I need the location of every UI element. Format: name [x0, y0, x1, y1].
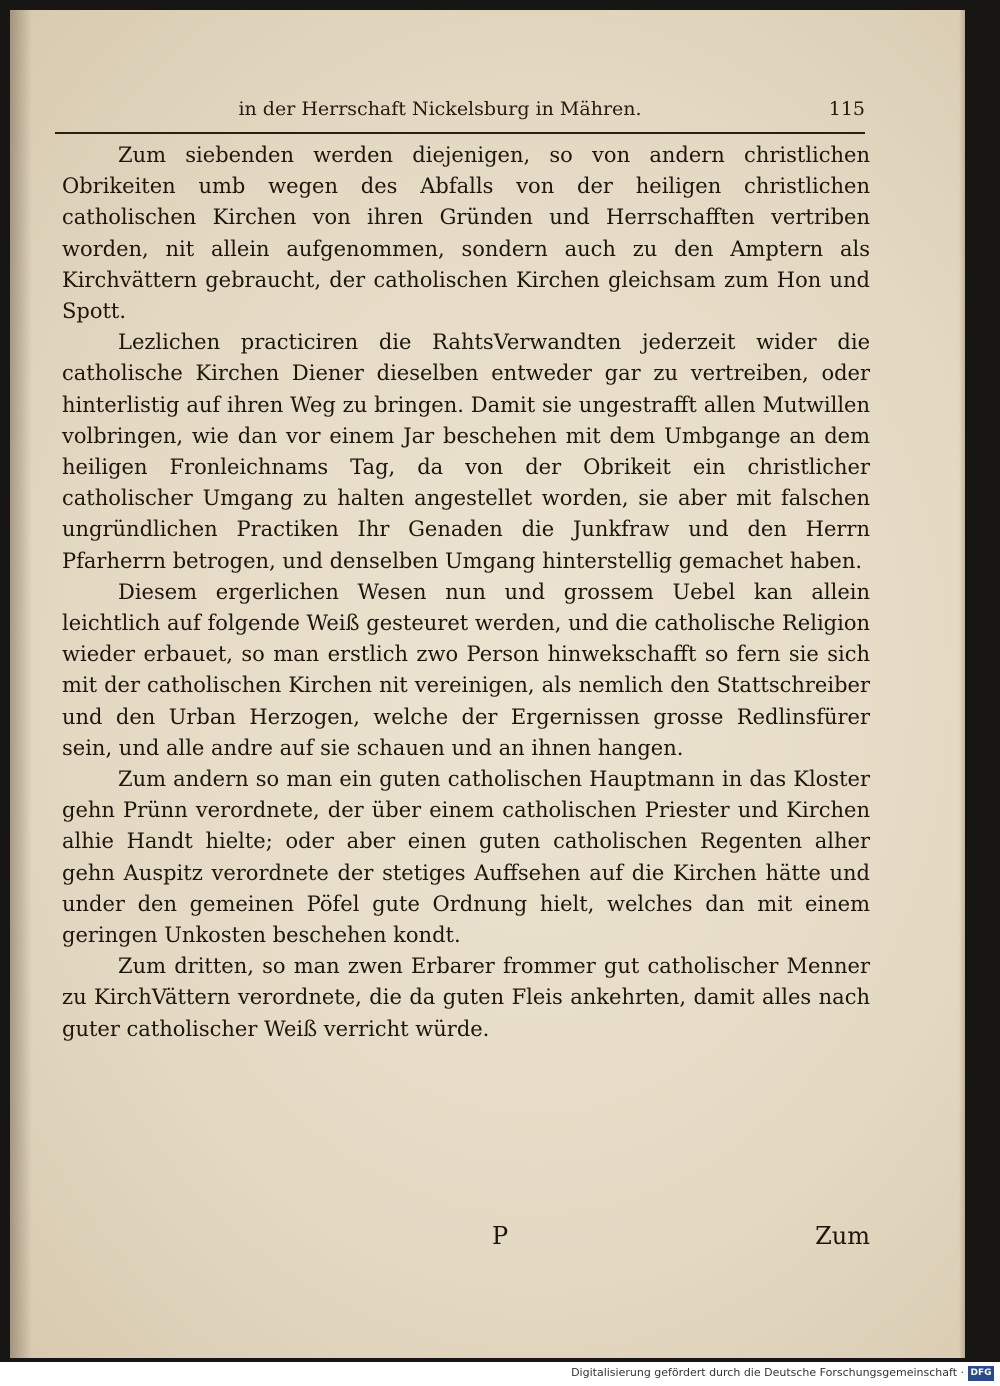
catchword: Zum	[815, 1222, 870, 1250]
credit-bar	[0, 1362, 1000, 1386]
dfg-logo-icon: DFG	[968, 1366, 994, 1381]
credit-text: Digitalisierung gefördert durch die Deutsche Forschungsgemeinschaft ·	[571, 1366, 964, 1379]
page-footer	[62, 1222, 870, 1262]
page-edge	[959, 10, 965, 1358]
paragraph-3: Diesem ergerlichen Wesen nun und grossem Uebel kan allein leichtlich auf folgende Weiß gesteuret werden, und die catholische Religion wieder erbauet, so man erstlich zwo Person hinwekschafft so fern sie sich mit der catholischen Kirchen nit vereinigen, als nemlich den Stattschreiber und den Urban Herzogen, welche der Ergernissen grosse Redlinsfürer sein, und alle andre auf sie schauen und an ihnen hangen.	[62, 579, 870, 760]
gutter-shadow	[10, 10, 32, 1358]
running-title: in der Herrschaft Nickelsburg in Mähren.	[238, 98, 642, 120]
paragraph-4: Zum andern so man ein guten catholischen Hauptmann in das Kloster gehn Prünn verordnete, der über einem catholischen Priester und Kirchen alhie Handt hielte; oder aber einen guten catholischen Regenten alher gehn Auspitz verordnete der stetiges Auffsehen auf die Kirchen hätte und under den gemeinen Pöfel gute Ordnung hielt, welches dan mit einem geringen Unkosten beschehen kondt.	[62, 767, 870, 948]
paragraph-1: Zum siebenden werden diejenigen, so von andern christlichen Obrikeiten umb wegen des Abfalls von der heiligen christlichen catholischen Kirchen von ihren Gründen und Herrschafften vertriben worden, nit allein aufgenommen, sondern auch zu den Amptern als Kirchvättern gebraucht, der catholischen Kirchen gleichsam zum Hon und Spott.	[62, 143, 870, 324]
paragraph-5: Zum dritten, so man zwen Erbarer frommer gut catholischer Menner zu KirchVättern verordnete, die da guten Fleis ankehrten, damit alles nach guter catholischer Weiß verricht würde.	[62, 954, 870, 1041]
running-head	[55, 98, 865, 132]
page-number: 115	[828, 98, 865, 120]
signature-mark: P	[492, 1222, 509, 1250]
paragraph-2: Lezlichen practiciren die RahtsVerwandten jederzeit wider die catholische Kirchen Diener dieselben entweder gar zu vertreiben, oder hinterlistig auf ihren Weg zu bringen. Damit sie ungestrafft allen Mutwillen volbringen, wie dan vor einem Jar beschehen mit dem Umbgange an dem heiligen Fronleichnams Tag, da von der Obrikeit ein christlicher catholischer Umgang zu halten angestellet worden, sie aber mit falschen ungründlichen Practiken Ihr Genaden die Junkfraw und den Herrn Pfarherrn betrogen, und denselben Umgang hinterstellig gemachet haben.	[62, 330, 870, 573]
header-rule	[55, 132, 865, 134]
body-text	[62, 140, 870, 1045]
